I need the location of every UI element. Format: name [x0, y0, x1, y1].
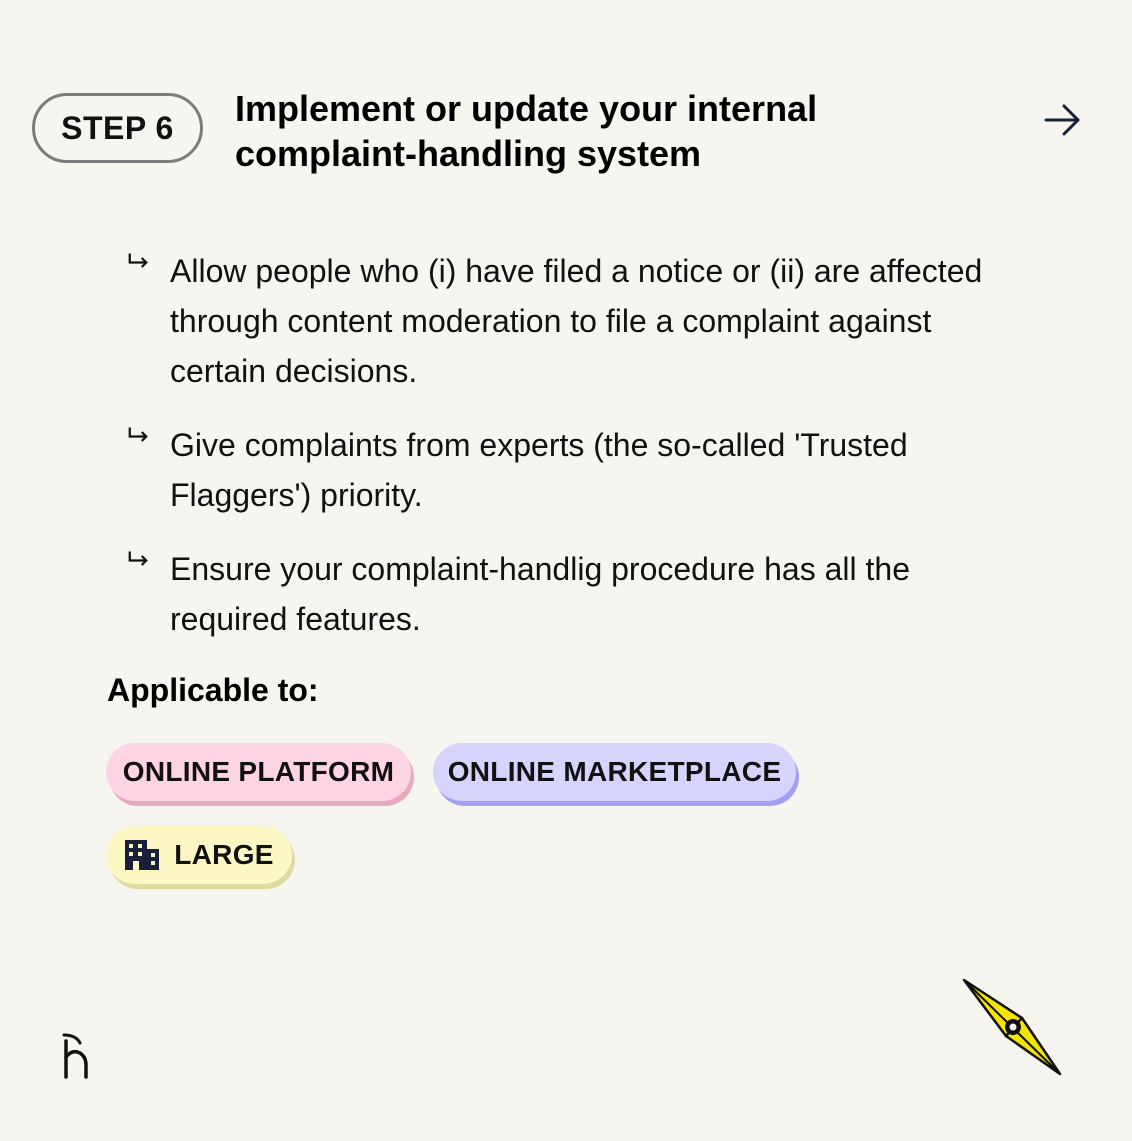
tag-label: ONLINE MARKETPLACE — [447, 756, 782, 787]
step-badge — [32, 93, 203, 163]
list-item-text: Give complaints from experts (the so-called 'Trusted Flaggers') priority. — [170, 427, 908, 513]
requirements-list — [106, 246, 1066, 668]
step-label: STEP 6 — [61, 109, 174, 146]
tag-label: LARGE — [174, 839, 274, 870]
building-icon — [124, 839, 160, 871]
arrow-turn-down-right-icon — [106, 420, 170, 444]
arrow-turn-down-right-icon — [106, 544, 170, 568]
list-item-text: Ensure your complaint-handlig procedure has all the required features. — [170, 551, 910, 637]
tag-online-platform — [106, 743, 411, 801]
list-item — [106, 420, 1066, 520]
tag-online-marketplace — [433, 743, 796, 801]
list-item — [106, 544, 1066, 644]
compass-icon — [960, 978, 1064, 1078]
list-item-text: Allow people who (i) have filed a notice or (ii) are affected through content moderation to file a complaint against certain decisions. — [170, 253, 983, 389]
applicable-heading: Applicable to: — [107, 672, 319, 708]
page-title: Implement or update your internal complaint-handling system — [235, 88, 818, 174]
arrow-right-icon[interactable] — [1042, 100, 1082, 140]
tag-label: ONLINE PLATFORM — [122, 756, 395, 787]
brand-logo-icon — [58, 1033, 92, 1081]
list-item — [106, 246, 1066, 396]
arrow-turn-down-right-icon — [106, 246, 170, 270]
tag-large — [106, 826, 292, 884]
